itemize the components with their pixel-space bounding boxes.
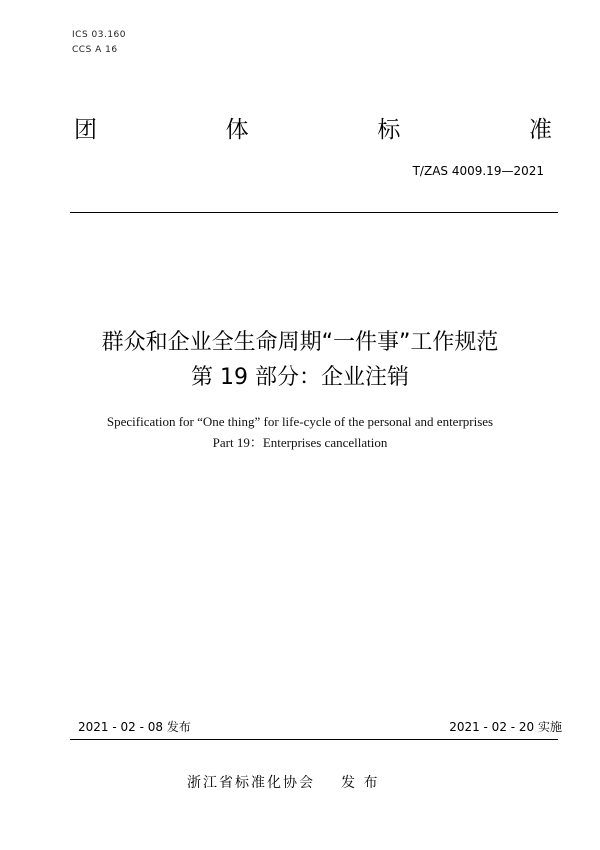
top-divider [70,212,558,213]
publish-date: 2021 - 02 - 08 发布 [78,720,191,734]
standard-type-char: 准 [528,117,552,143]
title-cn-line1: 群众和企业全生命周期“一件事”工作规范 [101,330,499,355]
standard-type-char: 团 [74,117,97,143]
bottom-divider [70,739,558,740]
title-en-line2: Part 19：Enterprises cancellation [212,435,388,450]
implement-date: 2021 - 02 - 20 实施 [449,720,562,734]
publisher-action: 发 布 [341,775,380,791]
standard-number: T/ZAS 4009.19—2021 [412,164,544,178]
standard-type-char: 标 [377,117,401,143]
title-en-line1: Specification for “One thing” for life-cycle of the personal and enterprises [106,414,494,429]
publisher-name: 浙江省标准化协会 [187,775,315,791]
publisher-line [187,772,379,792]
title-cn-line2: 第 19 部分：企业注销 [191,365,409,390]
ccs-code: CCS A 16 [72,45,118,55]
standard-type-heading [74,115,552,145]
ics-code: ICS 03.160 [72,30,127,40]
standard-type-char: 体 [225,117,249,143]
